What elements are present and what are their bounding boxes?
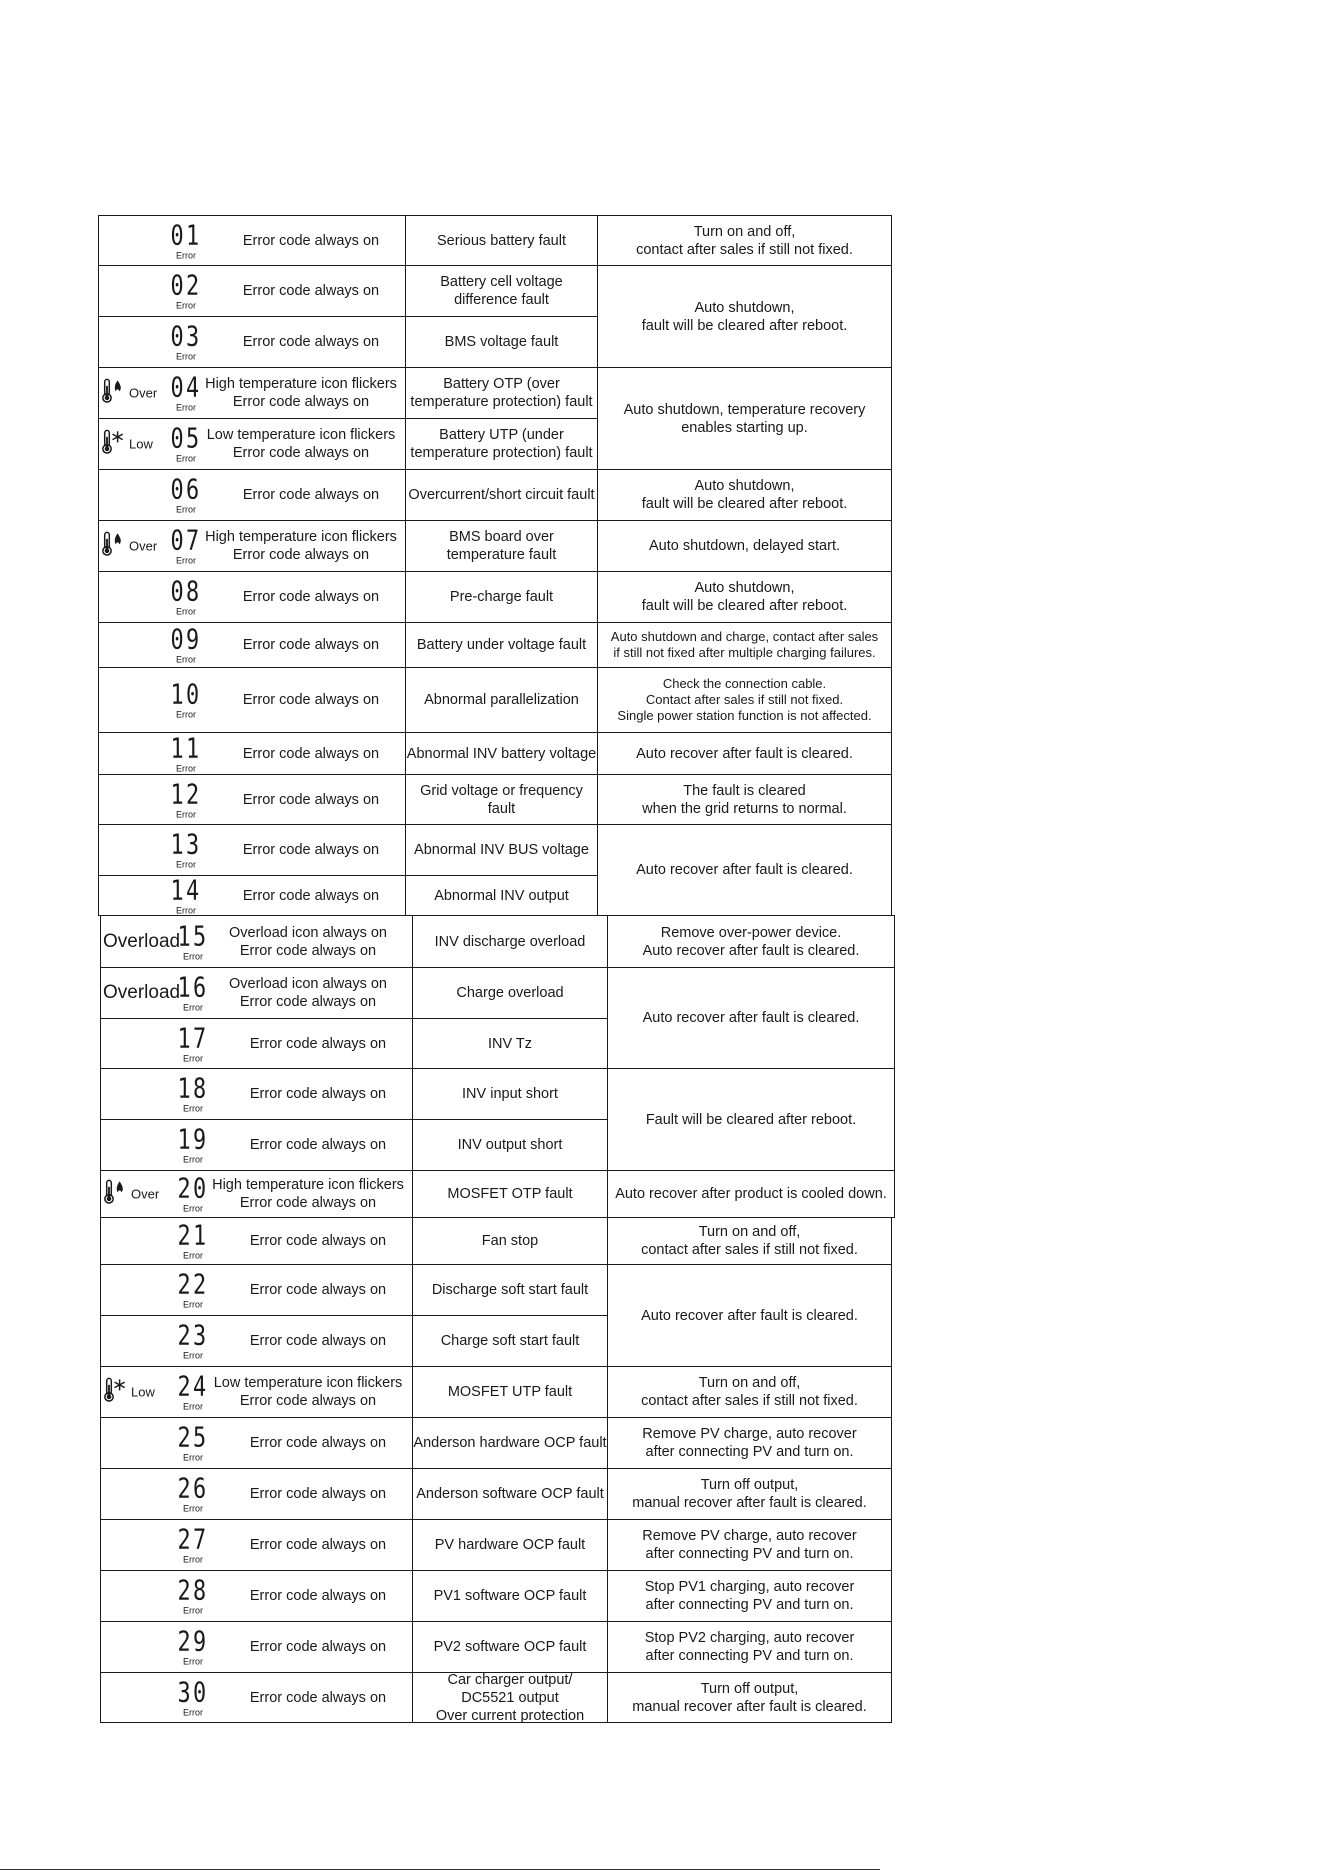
display-cell	[98, 875, 406, 916]
fault-cell: Charge soft start fault	[412, 1315, 608, 1367]
action-cell: Turn on and off, contact after sales if still not fixed.	[597, 215, 892, 266]
error-label: Error	[183, 1350, 203, 1361]
display-cell	[100, 1018, 413, 1069]
display-description: Error code always on	[249, 1588, 387, 1604]
fault-cell: BMS board over temperature fault	[405, 520, 598, 572]
error-code-digits: 21	[177, 1218, 209, 1252]
display-description: High temperature icon flickers Error code always on	[205, 376, 397, 410]
display-description: Error code always on	[249, 1086, 387, 1102]
action-cell: Auto recover after product is cooled down.	[607, 1170, 895, 1218]
error-label: Error	[183, 1103, 203, 1114]
error-code-digits: 27	[177, 1522, 209, 1556]
error-code-digits: 16	[177, 970, 209, 1004]
high-temperature-indicator	[101, 376, 157, 411]
display-cell	[98, 571, 406, 623]
error-code-digits: 29	[177, 1624, 209, 1658]
display-cell	[100, 1468, 413, 1520]
error-label: Error	[176, 250, 196, 260]
error-label: Error	[183, 1605, 203, 1616]
display-description: Overload icon always on Error code always on	[229, 976, 387, 1010]
error-code-digits: 13	[170, 827, 202, 861]
error-code-display	[171, 1021, 215, 1063]
fault-cell: Anderson software OCP fault	[412, 1468, 608, 1520]
action-cell: Turn off output, manual recover after fault is cleared.	[607, 1672, 892, 1723]
fault-cell: Abnormal INV output	[405, 875, 598, 916]
display-description: Error code always on	[242, 487, 380, 503]
indicator-label: Over	[129, 538, 158, 553]
error-code-display	[171, 1420, 215, 1463]
action-cell: Auto shutdown, fault will be cleared after reboot.	[597, 469, 892, 521]
display-description: Error code always on	[249, 1639, 387, 1655]
display-cell	[100, 967, 413, 1019]
error-label: Error	[183, 1299, 203, 1310]
display-description: Error code always on	[242, 842, 380, 858]
action-cell: Fault will be cleared after reboot.	[607, 1068, 895, 1171]
display-cell	[98, 265, 406, 317]
error-label: Error	[183, 1053, 203, 1063]
error-label: Error	[176, 809, 196, 819]
display-cell	[100, 1519, 413, 1571]
action-cell: Turn off output, manual recover after fault is cleared.	[607, 1468, 892, 1520]
error-label: Error	[183, 1554, 203, 1565]
error-label: Error	[183, 1002, 203, 1013]
error-code-digits: 28	[177, 1573, 209, 1607]
fault-cell: Anderson hardware OCP fault	[412, 1417, 608, 1469]
error-label: Error	[183, 1154, 203, 1165]
fault-cell: MOSFET UTP fault	[412, 1366, 608, 1418]
display-cell	[100, 1672, 413, 1723]
fault-cell: Serious battery fault	[405, 215, 598, 266]
action-cell: Auto shutdown, fault will be cleared after reboot.	[597, 265, 892, 368]
display-cell	[100, 915, 413, 968]
display-cell	[100, 1119, 413, 1171]
high-temperature-indicator	[101, 529, 157, 564]
error-code-digits: 02	[170, 268, 202, 302]
action-cell: Auto recover after fault is cleared.	[597, 824, 892, 916]
display-cell	[100, 1315, 413, 1367]
error-code-digits: 15	[177, 919, 209, 952]
error-label: Error	[176, 859, 196, 870]
error-code-digits: 14	[170, 873, 202, 906]
display-cell	[100, 1417, 413, 1469]
error-code-display	[164, 731, 208, 773]
action-cell: Auto shutdown and charge, contact after sales if still not fixed after multiple charging failures.	[597, 622, 892, 668]
display-description: Error code always on	[242, 745, 380, 762]
display-description: Low temperature icon flickers Error code always on	[206, 427, 396, 461]
error-code-display	[164, 268, 208, 311]
error-label: Error	[183, 1250, 203, 1261]
error-code-display	[164, 873, 208, 915]
error-code-display	[164, 574, 208, 617]
fault-cell: Grid voltage or frequency fault	[405, 774, 598, 825]
fault-cell: INV discharge overload	[412, 915, 608, 968]
action-cell: Auto shutdown, delayed start.	[597, 520, 892, 572]
display-cell	[100, 1366, 413, 1418]
fault-cell: Charge overload	[412, 967, 608, 1019]
error-label: Error	[176, 606, 196, 617]
error-code-display	[164, 319, 208, 362]
fault-cell: Car charger output/ DC5521 output Over current protection	[412, 1672, 608, 1723]
fault-cell: PV2 software OCP fault	[412, 1621, 608, 1673]
display-description: Error code always on	[249, 1035, 387, 1052]
display-description: Overload icon always on Error code always on	[229, 924, 387, 959]
display-description: Error code always on	[249, 1282, 387, 1298]
low-temperature-indicator	[103, 1375, 155, 1410]
low-temperature-indicator	[101, 427, 153, 462]
fault-cell: INV input short	[412, 1068, 608, 1120]
error-code-display	[164, 777, 208, 819]
error-code-digits: 01	[170, 218, 202, 251]
overload-indicator	[103, 930, 181, 952]
display-cell	[100, 1170, 413, 1218]
display-description: Error code always on	[242, 887, 380, 904]
thermometer-snowflake-icon	[101, 427, 125, 462]
display-cell	[98, 469, 406, 521]
display-cell	[98, 774, 406, 825]
high-temperature-indicator	[103, 1177, 159, 1212]
action-cell: Auto shutdown, temperature recovery enables starting up.	[597, 367, 892, 470]
action-cell: Remove PV charge, auto recover after connecting PV and turn on.	[607, 1417, 892, 1469]
fault-cell: BMS voltage fault	[405, 316, 598, 368]
error-code-display	[171, 1318, 215, 1361]
error-code-digits: 05	[170, 421, 202, 455]
error-label: Error	[176, 504, 196, 515]
thermometer-snowflake-icon	[103, 1375, 127, 1410]
error-code-digits: 25	[177, 1420, 209, 1454]
error-label: Error	[183, 1656, 203, 1667]
display-description: Low temperature icon flickers Error code always on	[213, 1375, 403, 1409]
fault-cell: Abnormal INV battery voltage	[405, 732, 598, 775]
error-code-digits: 20	[177, 1171, 209, 1205]
action-cell: Stop PV2 charging, auto recover after connecting PV and turn on.	[607, 1621, 892, 1673]
error-label: Error	[176, 905, 196, 915]
error-label: Error	[176, 351, 196, 362]
thermometer-flame-icon	[101, 529, 125, 564]
error-code-digits: 07	[170, 523, 202, 557]
indicator-label: Over	[129, 385, 158, 400]
display-description: Error code always on	[242, 791, 380, 808]
display-cell	[98, 667, 406, 733]
display-cell	[100, 1068, 413, 1120]
error-label: Error	[176, 654, 196, 665]
error-code-display	[164, 622, 208, 665]
error-label: Error	[176, 763, 196, 773]
fault-cell: Abnormal parallelization	[405, 667, 598, 733]
display-cell	[100, 1264, 413, 1316]
display-cell	[98, 732, 406, 775]
action-cell: Remove PV charge, auto recover after connecting PV and turn on.	[607, 1519, 892, 1571]
action-cell: The fault is cleared when the grid returns to normal.	[597, 774, 892, 825]
display-description: Error code always on	[249, 1537, 387, 1553]
error-label: Error	[176, 709, 196, 720]
display-description: Error code always on	[242, 692, 380, 708]
fault-cell: Abnormal INV BUS voltage	[405, 824, 598, 876]
error-code-digits: 04	[170, 370, 202, 404]
display-description: Error code always on	[242, 283, 380, 299]
error-code-digits: 30	[177, 1675, 209, 1708]
action-cell: Turn on and off, contact after sales if still not fixed.	[607, 1366, 892, 1418]
error-code-digits: 12	[170, 777, 202, 810]
fault-cell: MOSFET OTP fault	[412, 1170, 608, 1218]
error-label: Error	[183, 1203, 203, 1214]
error-label: Error	[176, 555, 196, 566]
error-code-digits: 24	[177, 1369, 209, 1403]
error-label: Error	[176, 402, 196, 413]
error-code-digits: 10	[170, 677, 202, 711]
action-cell: Auto shutdown, fault will be cleared after reboot.	[597, 571, 892, 623]
thermometer-flame-icon	[101, 376, 125, 411]
fault-cell: Discharge soft start fault	[412, 1264, 608, 1316]
error-label: Error	[183, 951, 203, 961]
error-code-display	[171, 1071, 215, 1114]
display-description: Error code always on	[249, 1233, 387, 1249]
error-code-digits: 23	[177, 1318, 209, 1352]
action-cell: Auto recover after fault is cleared.	[597, 732, 892, 775]
thermometer-flame-icon	[103, 1177, 127, 1212]
display-cell	[98, 824, 406, 876]
error-code-display	[164, 827, 208, 870]
fault-cell: Pre-charge fault	[405, 571, 598, 623]
error-code-display	[171, 1267, 215, 1310]
fault-cell: Battery cell voltage difference fault	[405, 265, 598, 317]
indicator-label: Overload	[103, 930, 181, 952]
fault-cell: PV hardware OCP fault	[412, 1519, 608, 1571]
error-label: Error	[176, 453, 196, 464]
display-cell	[98, 316, 406, 368]
error-code-display	[171, 1624, 215, 1667]
error-code-digits: 09	[170, 622, 202, 656]
fault-cell: Fan stop	[412, 1217, 608, 1265]
action-cell: Auto recover after fault is cleared.	[607, 967, 895, 1069]
display-cell	[98, 622, 406, 668]
display-cell	[98, 520, 406, 572]
error-code-digits: 26	[177, 1471, 209, 1505]
display-description: Error code always on	[242, 334, 380, 350]
fault-cell: Battery OTP (over temperature protection) fault	[405, 367, 598, 419]
fault-cell: Battery under voltage fault	[405, 622, 598, 668]
display-description: Error code always on	[249, 1689, 387, 1706]
error-code-digits: 22	[177, 1267, 209, 1301]
error-code-display	[164, 472, 208, 515]
display-cell	[98, 367, 406, 419]
error-label: Error	[183, 1452, 203, 1463]
overload-indicator	[103, 984, 180, 1002]
error-label: Error	[176, 300, 196, 311]
display-description: High temperature icon flickers Error code always on	[205, 529, 397, 563]
error-code-digits: 08	[170, 574, 202, 608]
error-code-display	[164, 218, 208, 260]
error-code-digits: 18	[177, 1071, 209, 1105]
display-cell	[100, 1570, 413, 1622]
action-cell: Auto recover after fault is cleared.	[607, 1264, 892, 1367]
fault-cell: Overcurrent/short circuit fault	[405, 469, 598, 521]
display-description: Error code always on	[249, 1435, 387, 1451]
display-description: Error code always on	[242, 637, 380, 653]
action-cell: Turn on and off, contact after sales if still not fixed.	[607, 1217, 892, 1265]
error-code-digits: 19	[177, 1122, 209, 1156]
display-description: Error code always on	[242, 589, 380, 605]
indicator-label: Over	[131, 1186, 160, 1201]
error-code-display	[171, 1522, 215, 1565]
display-cell	[100, 1217, 413, 1265]
display-cell	[98, 215, 406, 266]
display-description: Error code always on	[249, 1486, 387, 1502]
action-cell: Remove over-power device. Auto recover after fault is cleared.	[607, 915, 895, 968]
action-cell: Stop PV1 charging, auto recover after connecting PV and turn on.	[607, 1570, 892, 1622]
error-code-display	[171, 1122, 215, 1165]
error-code-digits: 11	[170, 731, 202, 764]
error-code-digits: 17	[177, 1021, 209, 1054]
display-description: Error code always on	[249, 1333, 387, 1349]
display-description: Error code always on	[242, 232, 380, 249]
error-code-display	[171, 1218, 215, 1261]
fault-cell: INV output short	[412, 1119, 608, 1171]
error-label: Error	[183, 1503, 203, 1514]
error-label: Error	[183, 1707, 203, 1717]
error-code-display	[164, 677, 208, 720]
error-code-display	[171, 1471, 215, 1514]
display-cell	[98, 418, 406, 470]
indicator-label: Low	[131, 1384, 155, 1399]
error-code-digits: 06	[170, 472, 202, 506]
display-description: Error code always on	[249, 1137, 387, 1153]
fault-cell: PV1 software OCP fault	[412, 1570, 608, 1622]
fault-cell: INV Tz	[412, 1018, 608, 1069]
display-cell	[100, 1621, 413, 1673]
indicator-label: Low	[129, 436, 153, 451]
display-description: High temperature icon flickers Error code always on	[212, 1177, 404, 1211]
error-code-digits: 03	[170, 319, 202, 353]
error-code-display	[171, 1675, 215, 1717]
fault-cell: Battery UTP (under temperature protection) fault	[405, 418, 598, 470]
error-code-display	[171, 1573, 215, 1616]
error-label: Error	[183, 1401, 203, 1412]
footer-rule	[0, 1869, 880, 1870]
action-cell: Check the connection cable. Contact after sales if still not fixed. Single power station function is not affected.	[597, 667, 892, 733]
indicator-label: Overload	[103, 982, 181, 1003]
error-code-table	[98, 215, 892, 1722]
